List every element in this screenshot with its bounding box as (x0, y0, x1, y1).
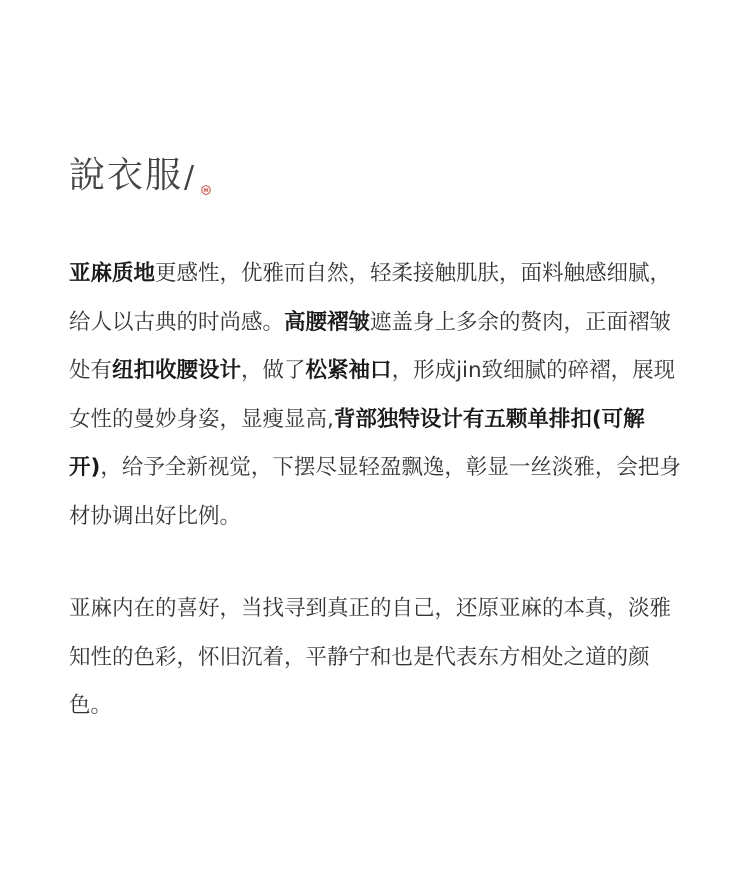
title-text: 說衣服 (69, 155, 184, 196)
body-text: ，给予全新视觉，下摆尽显轻盈飘逸，彰显一丝淡雅，会把身材协调出好比例。 (69, 455, 681, 529)
title-slash: / (184, 160, 195, 195)
section-title (69, 152, 211, 200)
body-text: ，形成jin致细腻的碎褶，展现女性的曼妙身姿，显瘦显高, (69, 358, 676, 432)
highlight-linen-texture: 亚麻质地 (69, 261, 156, 286)
highlight-high-waist-pleats: 高腰褶皱 (284, 309, 371, 335)
body-text: 更感性，优雅而自然，轻柔接触肌肤，面料触感细腻，给人以古典的时尚感。 (69, 261, 672, 335)
highlight-back-buttons: 背部独特设计有五颗单排扣(可解开) (69, 406, 645, 480)
body-text: 遮盖身上多余的赘肉，正面褶皱处有 (69, 309, 672, 383)
red-seal-icon (201, 180, 211, 190)
linen-philosophy-paragraph: 亚麻内在的喜好，当找寻到真正的自己，还原亚麻的本真，淡雅知性的色彩，怀旧沉着，平静宁和也是代表东方相处之道的颜色。 (69, 596, 672, 718)
body-text: ，做了 (241, 358, 306, 383)
highlight-elastic-cuffs: 松紧袖口 (305, 358, 392, 383)
highlight-button-waist: 纽扣收腰设计 (112, 358, 242, 383)
description-paragraph (69, 250, 682, 541)
